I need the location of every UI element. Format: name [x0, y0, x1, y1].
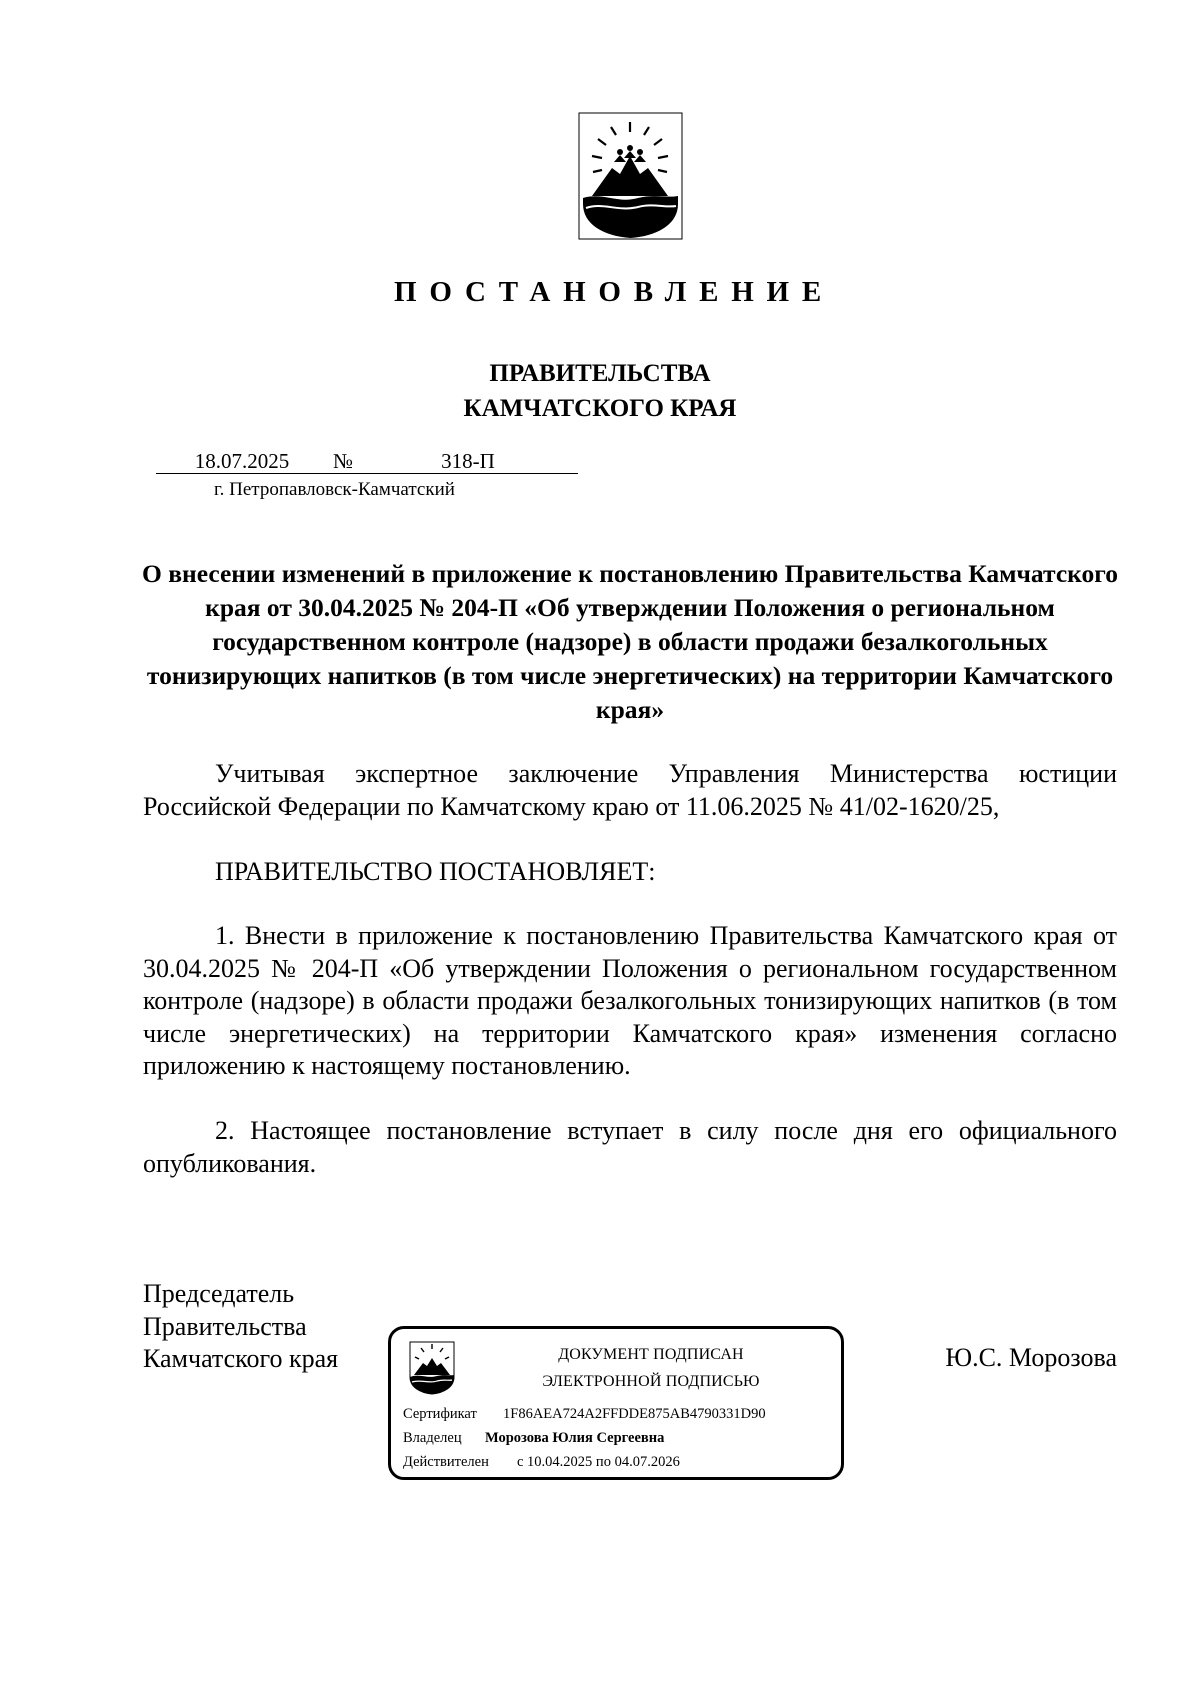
signatory-name: Ю.С. Морозова	[945, 1343, 1117, 1372]
document-type: ПОСТАНОВЛЕНИЕ	[394, 276, 834, 308]
electronic-signature-stamp	[388, 1326, 844, 1480]
certificate-value: 1F86AEA724A2FFDDE875AB4790331D90	[503, 1406, 766, 1422]
document-place: г. Петропавловск-Камчатский	[214, 479, 455, 500]
issuing-authority	[0, 356, 1200, 426]
preamble-paragraph: Учитывая экспертное заключение Управления Министерства юстиции Российской Федерации по Камчатскому краю от 11.06.2025 № 41/02-1620/25,	[143, 759, 1117, 821]
item-1-paragraph: 1. Внести в приложение к постановлению Правительства Камчатского края от 30.04.2025 № 204-П «Об утверждении Положения о региональном государственном контроле (надзоре) в области продажи безалкогольных тонизирующих напитков (в том числе энергетических) на территории Камчатского края» изменения согласно приложению к настоящему постановлению.	[143, 921, 1117, 1080]
stamp-heading-line-2: ЭЛЕКТРОННОЙ ПОДПИСЬЮ	[542, 1373, 760, 1390]
document-title: О внесении изменений в приложение к постановлению Правительства Камчатского края от 30.04.2025 № 204-П «Об утверждении Положения о региональном государственном контроле (надзоре) в области продажи безалкогольных тонизирующих напитков (в том числе энергетических) на территории Камчатского края»	[142, 559, 1118, 724]
stamp-certificate-row	[403, 1405, 766, 1423]
requisites-line	[0, 448, 1200, 474]
document-date: 18.07.2025	[156, 448, 328, 474]
coat-of-arms-emblem	[578, 112, 683, 240]
number-sign: №	[328, 448, 358, 474]
position-line-1: Председатель	[143, 1279, 295, 1308]
owner-value: Морозова Юлия Сергеевна	[485, 1430, 665, 1446]
stamp-validity-row	[403, 1453, 680, 1471]
owner-label: Владелец	[403, 1430, 462, 1446]
validity-value: с 10.04.2025 по 04.07.2026	[517, 1454, 680, 1470]
signatory-position	[143, 1278, 338, 1376]
document-number: 318-П	[358, 448, 578, 474]
authority-line-2: КАМЧАТСКОГО КРАЯ	[463, 395, 737, 422]
validity-label: Действителен	[403, 1454, 489, 1470]
authority-line-1: ПРАВИТЕЛЬСТВА	[489, 360, 711, 387]
certificate-label: Сертификат	[403, 1406, 477, 1422]
stamp-emblem-icon	[407, 1339, 457, 1395]
position-line-3: Камчатского края	[143, 1344, 339, 1373]
stamp-heading	[471, 1341, 831, 1395]
item-2-paragraph: 2. Настоящее постановление вступает в силу после дня его официального опубликования.	[143, 1116, 1117, 1178]
decree-line: ПРАВИТЕЛЬСТВО ПОСТАНОВЛЯЕТ:	[215, 857, 656, 886]
stamp-heading-line-1: ДОКУМЕНТ ПОДПИСАН	[558, 1346, 744, 1363]
stamp-owner-row	[403, 1429, 664, 1447]
position-line-2: Правительства	[143, 1311, 307, 1341]
